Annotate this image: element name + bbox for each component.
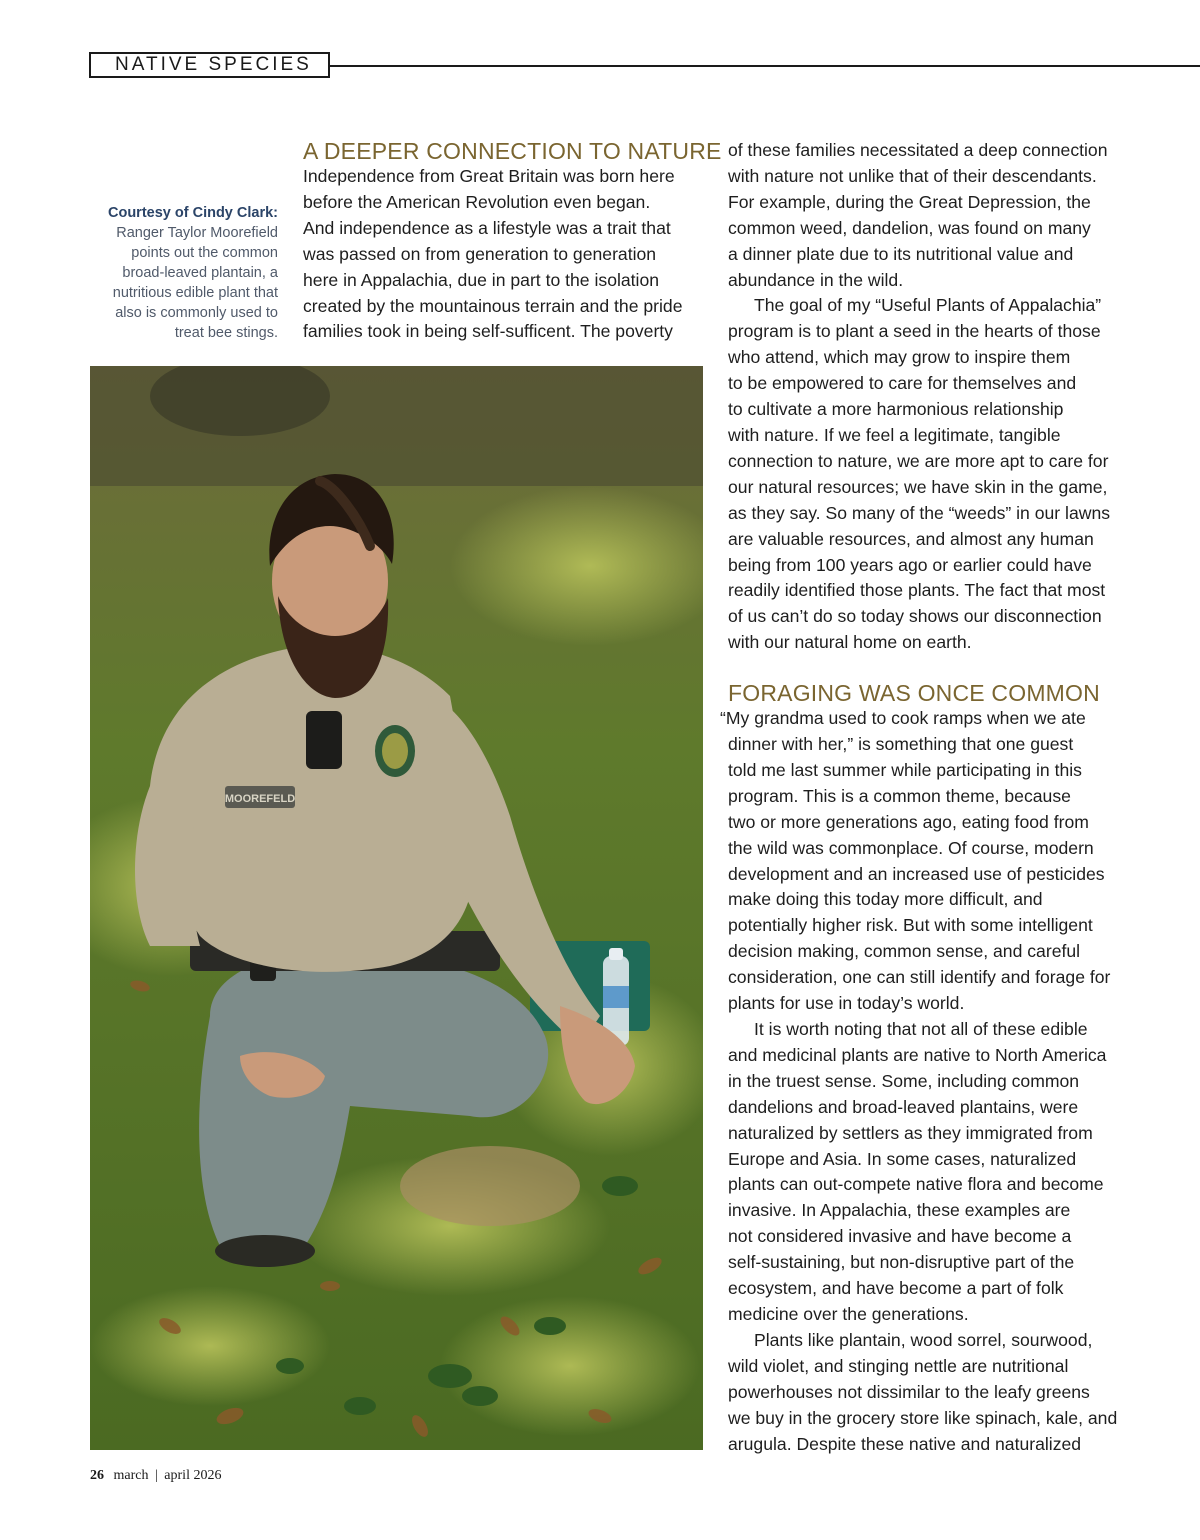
body-line: here in Appalachia, due in part to the isolation — [303, 269, 660, 290]
caption-line: treat bee stings. — [174, 325, 278, 341]
body-line: program. This is a common theme, because — [728, 785, 1071, 806]
body-line: plants for use in today’s world. — [728, 993, 965, 1014]
body-line: with our natural home on earth. — [728, 632, 972, 653]
body-line: are valuable resources, and almost any human — [728, 528, 1094, 549]
body-line: ecosystem, and have become a part of folk — [728, 1278, 1064, 1299]
body-line: medicine over the generations. — [728, 1303, 969, 1324]
body-line: connection to nature, we are more apt to care for — [728, 450, 1109, 471]
name-tag-text: MOOREFELD — [224, 793, 296, 805]
body-line: powerhouses not dissimilar to the leafy greens — [728, 1381, 1090, 1402]
body-line: wild violet, and stinging nettle are nutritional — [728, 1355, 1069, 1376]
body-line: two or more generations ago, eating food from — [728, 811, 1089, 832]
body-line: before the American Revolution even began. — [303, 191, 651, 212]
section-rule — [330, 65, 1200, 67]
body-line: with nature not unlike that of their descendants. — [728, 165, 1097, 186]
body-line: Europe and Asia. In some cases, naturalized — [728, 1148, 1077, 1169]
body-line: The goal of my “Useful Plants of Appalachia” — [754, 295, 1102, 316]
folio-separator: | — [154, 1468, 158, 1483]
section-tag: NATIVE SPECIES — [89, 52, 330, 78]
issue-month-1: march — [113, 1468, 149, 1483]
page-folio — [90, 1468, 221, 1484]
caption-credit: Courtesy of Cindy Clark: — [108, 205, 278, 221]
body-line: “My grandma used to cook ramps when we ate — [720, 708, 1086, 729]
body-line: It is worth noting that not all of these edible — [754, 1019, 1088, 1039]
body-line: the wild was commonplace. Of course, modern — [728, 837, 1094, 858]
body-line: as they say. So many of the “weeds” in our lawns — [728, 502, 1111, 523]
body-line: with nature. If we feel a legitimate, tangible — [728, 424, 1061, 445]
photo-caption — [90, 203, 278, 343]
body-line: self-sustaining, but non-disruptive part of the — [728, 1252, 1075, 1273]
body-line: consideration, one can still identify and forage for — [728, 967, 1111, 988]
body-line: arugula. Despite these native and naturalized — [728, 1433, 1082, 1454]
body-line: of these families necessitated a deep connection — [728, 140, 1108, 160]
body-line: naturalized by settlers as they immigrated from — [728, 1122, 1093, 1143]
ranger-photo — [90, 366, 703, 1450]
article-column-right — [720, 138, 1132, 1457]
article-column-left — [303, 138, 722, 345]
caption-line: Ranger Taylor Moorefield — [116, 225, 278, 241]
body-line: being from 100 years ago or earlier could have — [728, 554, 1092, 575]
body-line: to cultivate a more harmonious relationship — [728, 399, 1064, 420]
body-line: of us can’t do so today shows our disconnection — [728, 606, 1102, 627]
body-line: and medicinal plants are native to North America — [728, 1044, 1107, 1065]
body-line: our natural resources; we have skin in the game, — [728, 476, 1108, 497]
body-line: abundance in the wild. — [728, 269, 904, 290]
body-line: decision making, common sense, and careful — [728, 941, 1081, 962]
body-line: dinner with her,” is something that one guest — [728, 734, 1074, 755]
body-line: we buy in the grocery store like spinach, kale, and — [728, 1407, 1118, 1428]
body-line: to be empowered to care for themselves and — [728, 373, 1077, 394]
body-line: told me last summer while participating in this — [728, 759, 1082, 780]
body-line: a dinner plate due to its nutritional value and — [728, 243, 1074, 264]
body-line: common weed, dandelion, was found on many — [728, 217, 1091, 238]
body-line: development and an increased use of pesticides — [728, 863, 1105, 884]
section-heading-deeper-connection: A DEEPER CONNECTION TO NATURE — [303, 138, 722, 164]
page-number: 26 — [90, 1468, 104, 1483]
body-line: readily identified those plants. The fact that most — [728, 580, 1106, 601]
body-line: in the truest sense. Some, including common — [728, 1070, 1080, 1091]
body-line: created by the mountainous terrain and the pride — [303, 295, 683, 316]
body-line: invasive. In Appalachia, these examples are — [728, 1200, 1071, 1221]
body-line: families took in being self-sufficent. The poverty — [303, 321, 673, 342]
ranger-photo-illustration — [90, 366, 703, 1450]
body-line: not considered invasive and have become a — [728, 1226, 1072, 1247]
body-line: was passed on from generation to generation — [303, 243, 657, 264]
caption-line: broad-leaved plantain, a — [122, 265, 278, 281]
section-heading-foraging: FORAGING WAS ONCE COMMON — [728, 680, 1100, 707]
body-line: plants can out-compete native flora and become — [728, 1174, 1104, 1195]
body-line: And independence as a lifestyle was a trait that — [303, 217, 671, 238]
issue-month-2: april 2026 — [164, 1468, 222, 1483]
body-line: Independence from Great Britain was born here — [303, 166, 675, 186]
body-line: For example, during the Great Depression, the — [728, 191, 1091, 212]
body-line: make doing this today more difficult, and — [728, 889, 1043, 910]
body-line: Plants like plantain, wood sorrel, sourwood, — [754, 1329, 1093, 1350]
caption-line: points out the common — [131, 245, 278, 261]
body-line: potentially higher risk. But with some intelligent — [728, 915, 1093, 936]
body-line: who attend, which may grow to inspire them — [728, 347, 1071, 368]
body-line: program is to plant a seed in the hearts of those — [728, 321, 1101, 342]
body-line: dandelions and broad-leaved plantains, were — [728, 1096, 1079, 1117]
caption-line: also is commonly used to — [115, 305, 278, 321]
caption-line: nutritious edible plant that — [112, 285, 278, 301]
